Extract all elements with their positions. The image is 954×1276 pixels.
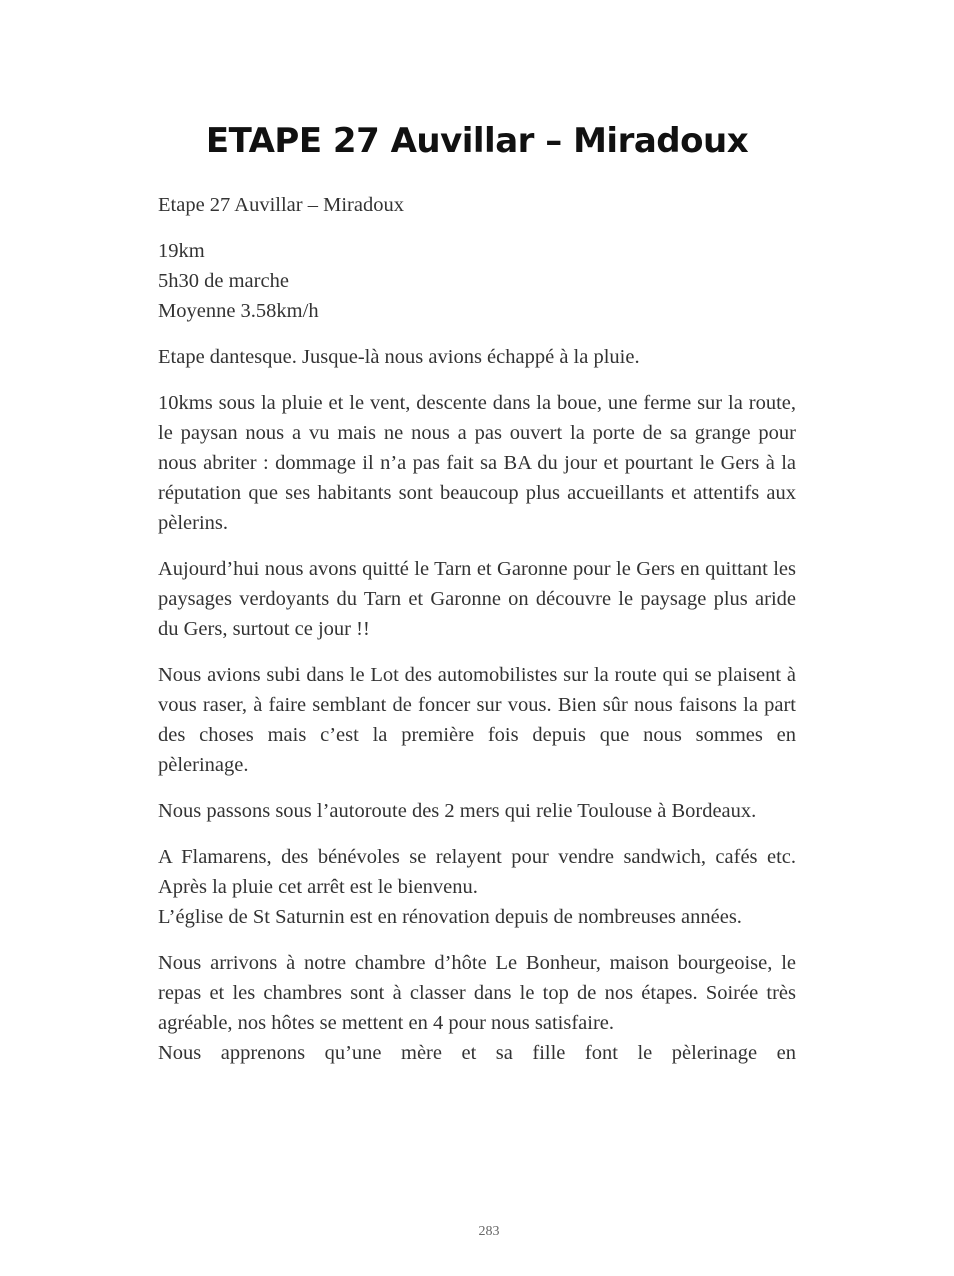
page-title: ETAPE 27 Auvillar – Miradoux: [205, 121, 749, 161]
stat-average: Moyenne 3.58km/h: [158, 300, 319, 322]
paragraph-3: Aujourd’hui nous avons quitté le Tarn et Garonne pour le Gers en quittant les paysages verdoyants du Tarn et Garonne on découvre le paysage plus aride du Gers, surtout ce jour !!: [158, 558, 796, 640]
stat-duration: 5h30 de marche: [158, 270, 289, 292]
paragraph-1: Etape dantesque. Jusque-là nous avions échappé à la pluie.: [158, 346, 640, 368]
document-body: [158, 190, 796, 1084]
paragraph-8: Nous apprenons qu’une mère et sa fille font le pèlerinage en: [158, 1042, 796, 1064]
paragraph-5: Nous passons sous l’autoroute des 2 mers qui relie Toulouse à Bordeaux.: [158, 800, 757, 822]
paragraph-6-line-b: L’église de St Saturnin est en rénovation depuis de nombreuses années.: [158, 906, 742, 928]
paragraph-6: [158, 842, 796, 932]
stat-distance: 19km: [158, 240, 205, 262]
page-number: 283: [478, 1224, 500, 1239]
paragraph-4: Nous avions subi dans le Lot des automobilistes sur la route qui se plaisent à vous raser, à faire semblant de foncer sur vous. Bien sûr nous faisons la part des choses mais c’est la première fois depuis que nous sommes en pèlerinage.: [158, 664, 796, 776]
paragraph-6-line-a: A Flamarens, des bénévoles se relayent pour vendre sandwich, cafés etc. Après la pluie cet arrêt est le bienvenu.: [158, 846, 796, 898]
paragraph-7: [158, 948, 796, 1038]
stats-block: [158, 236, 796, 326]
paragraph-2: 10kms sous la pluie et le vent, descente dans la boue, une ferme sur la route, le paysan nous a vu mais ne nous a pas ouvert la porte de sa grange pour nous abriter : dommage il n’a pas fait sa BA du jour et pourtant le Gers à la réputation que ses habitants sont beaucoup plus accueillants et attentifs aux pèlerins.: [158, 392, 796, 534]
paragraph-7-line-a: Nous arrivons à notre chambre d’hôte Le Bonheur, maison bourgeoise, le repas et les chambres sont à classer dans le top de nos étapes. Soirée très agréable, nos hôtes se mettent en 4 pour nous satisfaire.: [158, 952, 796, 1034]
subtitle-paragraph: Etape 27 Auvillar – Miradoux: [158, 194, 404, 216]
